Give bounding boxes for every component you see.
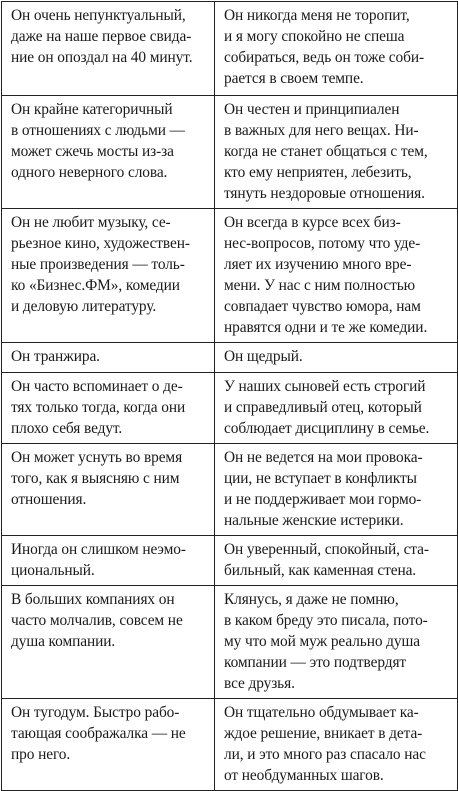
table-row xyxy=(2,96,458,209)
comparison-table-body xyxy=(2,2,458,791)
cell-text: Он может уснуть во время того, как я выясняю с ним отношения. xyxy=(11,449,183,508)
table-row xyxy=(2,536,458,586)
table-row xyxy=(2,209,458,343)
table-cell-left xyxy=(2,343,215,373)
cell-text: Он крайне категоричный в отношениях с людьми — может сжечь мосты из-за одного неверного слова. xyxy=(11,101,185,181)
cell-text: Он очень непунктуальный, даже на наше первое свида- ние он опоздал на 40 минут. xyxy=(11,7,193,66)
table-cell-left xyxy=(2,209,215,343)
table-cell-right xyxy=(215,699,458,791)
table-cell-left xyxy=(2,96,215,209)
table-row xyxy=(2,373,458,444)
table-cell-right xyxy=(215,373,458,444)
cell-text: Клянусь, я даже не помню, в каком бреду это писала, пото- му что мой муж реально душа компании — это подтвердят все друзья. xyxy=(224,591,428,692)
table-cell-right xyxy=(215,444,458,536)
cell-text: Он честен и принципиален в важных для него вещах. Ни- когда не станет общаться с тем, кто ему неприятен, лебезить, тянуть нездоровые отношения. xyxy=(224,101,428,202)
table-cell-right xyxy=(215,209,458,343)
cell-text: Он тщательно обдумывает ка- ждое решение, вникает в дета- ли, и это много раз спасало нас от необдуманных шагов. xyxy=(224,704,426,784)
table-cell-left xyxy=(2,444,215,536)
cell-text: Иногда он слишком неэмо- циональный. xyxy=(11,541,186,579)
cell-text: Он щедрый. xyxy=(224,348,303,365)
comparison-table xyxy=(1,1,458,791)
table-cell-right xyxy=(215,536,458,586)
cell-text: У наших сыновей есть строгий и справедливый отец, который соблюдает дисциплину в семье. xyxy=(224,378,430,437)
cell-text: Он часто вспоминает о де- тях только тогда, когда они плохо себя ведут. xyxy=(11,378,186,437)
table-row xyxy=(2,2,458,96)
cell-text: Он не любит музыку, се- рьезное кино, художествен- ные произведения — толь- ко «Бизнес.ФМ», комедии и деловую литературу. xyxy=(11,214,190,315)
table-cell-right xyxy=(215,343,458,373)
table-cell-right xyxy=(215,96,458,209)
cell-text: Он не ведется на мои провока- ции, не вступает в конфликты и не поддерживает мои гормо- нальные женские истерики. xyxy=(224,449,423,529)
table-row xyxy=(2,343,458,373)
table-cell-right xyxy=(215,2,458,96)
cell-text: Он уверенный, спокойный, ста- бильный, как каменная стена. xyxy=(224,541,429,579)
table-cell-left xyxy=(2,699,215,791)
cell-text: Он тугодум. Быстро рабо- тающая соображалка — не про него. xyxy=(11,704,186,763)
cell-text: В больших компаниях он часто молчалив, совсем не душа компании. xyxy=(11,591,183,650)
table-row xyxy=(2,586,458,699)
table-row xyxy=(2,699,458,791)
cell-text: Он никогда меня не торопит, и я могу спокойно не спеша собираться, ведь он тоже соби- рается в своем темпе. xyxy=(224,7,425,87)
table-row xyxy=(2,444,458,536)
table-cell-left xyxy=(2,373,215,444)
table-cell-left xyxy=(2,2,215,96)
table-cell-right xyxy=(215,586,458,699)
cell-text: Он транжира. xyxy=(11,348,100,365)
table-cell-left xyxy=(2,586,215,699)
table-cell-left xyxy=(2,536,215,586)
cell-text: Он всегда в курсе всех биз- нес-вопросов, потому что уде- ляет их изучению много вре- мени. У нас с ним полностью совпадает чувство юмора, нам нравятся одни и те же комедии. xyxy=(224,214,428,336)
